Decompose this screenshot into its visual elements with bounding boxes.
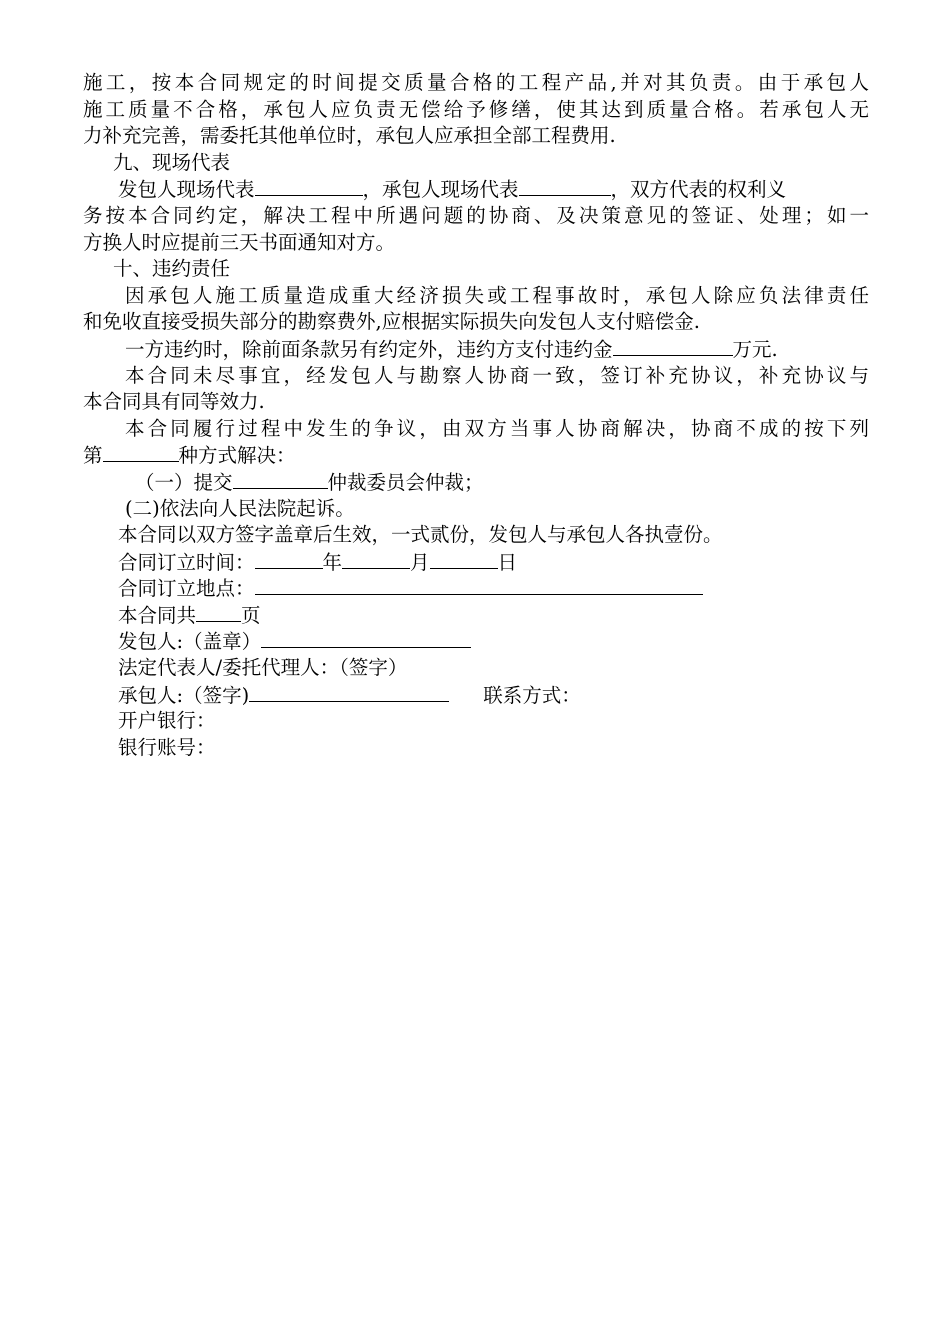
body-text-line: 因承包人施工质量造成重大经济损失或工程事故时，承包人除应负法律责任	[125, 283, 869, 307]
year-label: 年	[322, 550, 343, 574]
body-text: （一）提交	[135, 470, 233, 494]
body-text-line: 和免收直接受损失部分的勘察费外,应根据实际损失向发包人支付赔偿金.	[83, 310, 700, 334]
body-text-line: 本合同未尽事宜，经发包人与勘察人协商一致，签订补充协议，补充协议与	[125, 363, 869, 387]
body-text: 发包人现场代表	[118, 178, 255, 202]
pages-label: 本合同共	[118, 603, 197, 627]
employer-seal-blank[interactable]	[261, 628, 471, 648]
contract-page	[83, 70, 869, 761]
contractor-sign-line	[83, 682, 869, 709]
date-label: 合同订立时间：	[118, 550, 255, 574]
section-heading-liability: 十、违约责任	[113, 257, 231, 281]
body-text-line: 施工质量不合格，承包人应负责无偿给予修缮，使其达到质量合格。若承包人无	[83, 97, 869, 121]
place-label: 合同订立地点：	[118, 577, 255, 601]
body-text-line: 方换人时应提前三天书面通知对方。	[83, 230, 396, 254]
arbitration-commission-blank[interactable]	[233, 469, 328, 489]
signing-place-line	[83, 575, 869, 602]
month-label: 月	[410, 550, 430, 574]
employer-representative-blank[interactable]	[255, 176, 363, 196]
contractor-representative-blank[interactable]	[519, 176, 611, 196]
section-heading-site-representative: 九、现场代表	[113, 150, 231, 174]
account-line: 银行账号：	[118, 735, 216, 759]
body-text: 一方违约时，除前面条款另有约定外，违约方支付违约金	[125, 337, 613, 361]
body-text-line: 本合同履行过程中发生的争议，由双方当事人协商解决，协商不成的按下列	[125, 416, 869, 440]
employer-label: 发包人:（盖章）	[118, 630, 262, 654]
signing-date-line	[83, 549, 869, 576]
body-text: 第	[83, 444, 103, 468]
bank-line: 开户银行：	[118, 709, 216, 733]
contractor-label: 承包人:（签字)	[118, 683, 250, 707]
body-text: 种方式解决：	[178, 444, 296, 468]
body-text-line: 务按本合同约定，解决工程中所遇问题的协商、及决策意见的签证、处理；如一	[83, 203, 869, 227]
body-text: ，双方代表的权利义	[610, 178, 787, 202]
employer-seal-line	[83, 628, 869, 655]
contact-label: 联系方式：	[483, 683, 581, 707]
option-arbitration	[83, 469, 869, 496]
page-count-blank[interactable]	[196, 602, 241, 622]
penalty-line	[83, 336, 869, 363]
day-blank[interactable]	[430, 549, 498, 569]
option-court: (二)依法向人民法院起诉。	[125, 496, 355, 520]
dispute-method-line	[83, 442, 869, 469]
body-text-line: 本合同具有同等效力.	[83, 390, 265, 414]
body-text-line: 力补充完善，需委托其他单位时，承包人应承担全部工程费用.	[83, 124, 616, 148]
penalty-amount-blank[interactable]	[613, 336, 733, 356]
place-blank[interactable]	[255, 575, 703, 595]
dispute-method-blank[interactable]	[103, 442, 179, 462]
year-blank[interactable]	[255, 549, 323, 569]
representative-line: 法定代表人/委托代理人：（签字）	[118, 656, 408, 680]
day-label: 日	[497, 550, 518, 574]
contractor-sign-blank[interactable]	[249, 682, 449, 702]
month-blank[interactable]	[342, 549, 410, 569]
page-count-line	[83, 602, 869, 629]
body-text-line: 施工，按本合同规定的时间提交质量合格的工程产品,并对其负责。由于承包人	[83, 71, 869, 94]
site-representative-line	[83, 176, 869, 203]
effect-clause: 本合同以双方签字盖章后生效，一式贰份，发包人与承包人各执壹份。	[118, 523, 723, 547]
body-text: ，承包人现场代表	[362, 178, 519, 202]
body-text: 仲裁委员会仲裁；	[327, 470, 484, 494]
pages-unit: 页	[241, 603, 261, 627]
body-text: 万元.	[732, 337, 778, 361]
